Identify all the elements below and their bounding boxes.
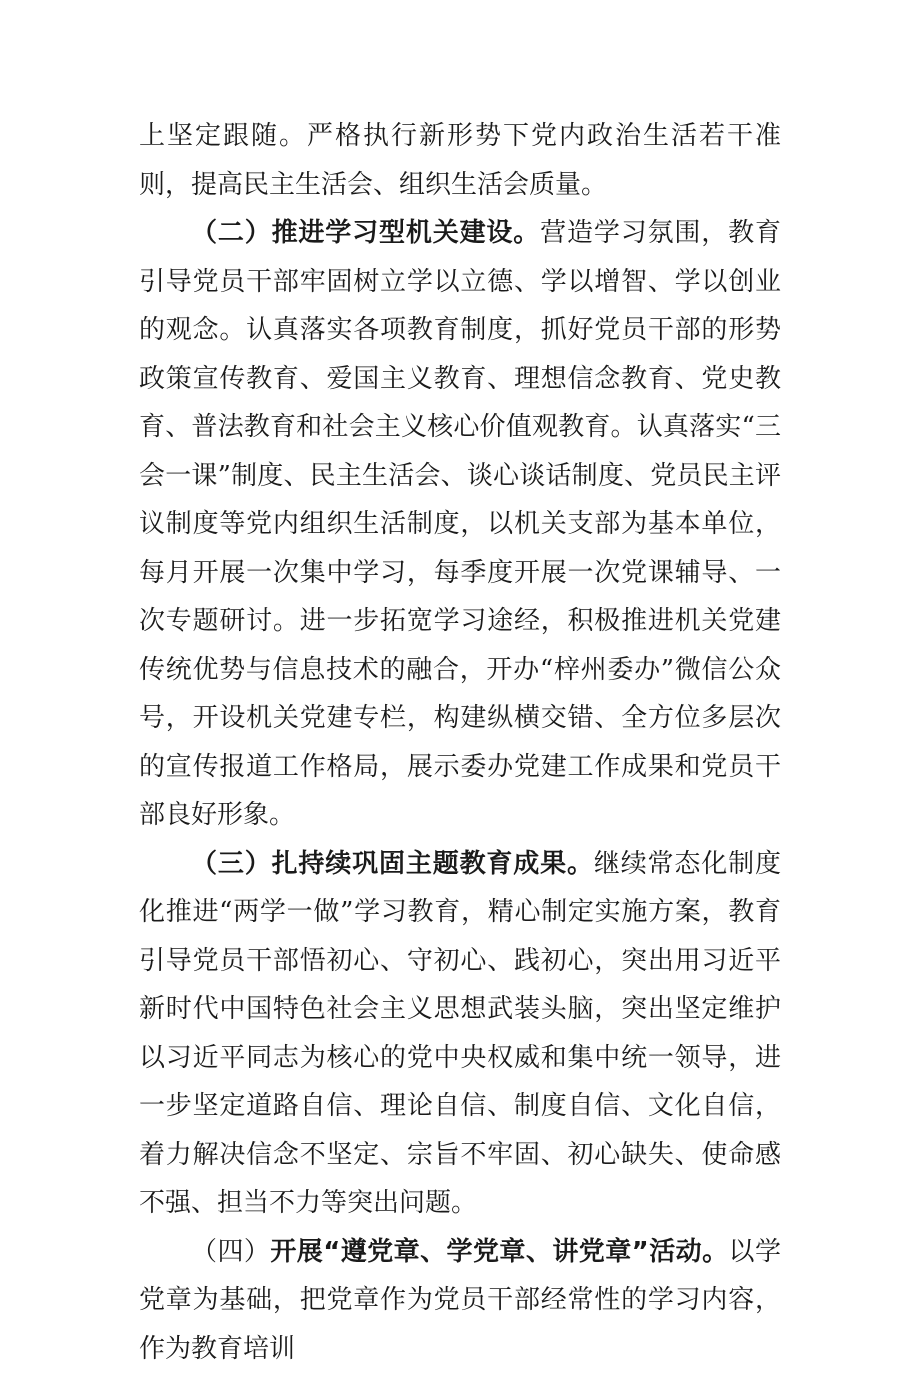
paragraph-text: 上坚定跟随。严格执行新形势下党内政治生活若干准则，提高民主生活会、组织生活会质量。: [139, 121, 781, 200]
paragraph-text: 营造学习氛围，教育引导党员干部牢固树立学以立德、学以增智、学以创业的观念。认真落实各项教育制度，抓好党员干部的形势政策宣传教育、爱国主义教育、理想信念教育、党史教育、普法教育和社会主义核心价值观教育。认真落实“三会一课”制度、民主生活会、谈心谈话制度、党员民主评议制度等党内组织生活制度，以机关支部为基本单位，每月开展一次集中学习，每季度开展一次党课辅导、一次专题研讨。进一步拓宽学习途经，积极推进机关党建传统优势与信息技术的融合，开办“梓州委办”微信公众号，开设机关党建专栏，构建纵横交错、全方位多层次的宣传报道工作格局，展示委办党建工作成果和党员干部良好形象。: [139, 218, 781, 830]
document-body: [139, 112, 781, 1373]
paragraph-continuation: [139, 112, 781, 209]
section-heading: 推进学习型机关建设。: [272, 218, 541, 248]
section-heading: 开展“遵党章、学党章、讲党章”活动。: [270, 1237, 728, 1267]
section-heading: 扎持续巩固主题教育成果。: [272, 849, 594, 879]
section-number: （四）: [191, 1237, 270, 1267]
paragraph-section-4: [139, 1228, 781, 1373]
paragraph-text: 继续常态化制度化推进“两学一做”学习教育，精心制定实施方案，教育引导党员干部悟初心、守初心、践初心，突出用习近平新时代中国特色社会主义思想武装头脑，突出坚定维护以习近平同志为核心的党中央权威和集中统一领导，进一步坚定道路自信、理论自信、制度自信、文化自信，着力解决信念不坚定、宗旨不牢固、初心缺失、使命感不强、担当不力等突出问题。: [139, 849, 781, 1219]
paragraph-text: 以学党章为基础，把党章作为党员干部经常性的学习内容，作为教育培训: [139, 1237, 781, 1364]
section-number: （二）: [191, 218, 272, 248]
section-number: （三）: [191, 849, 272, 879]
paragraph-section-2: [139, 209, 781, 840]
paragraph-section-3: [139, 840, 781, 1228]
